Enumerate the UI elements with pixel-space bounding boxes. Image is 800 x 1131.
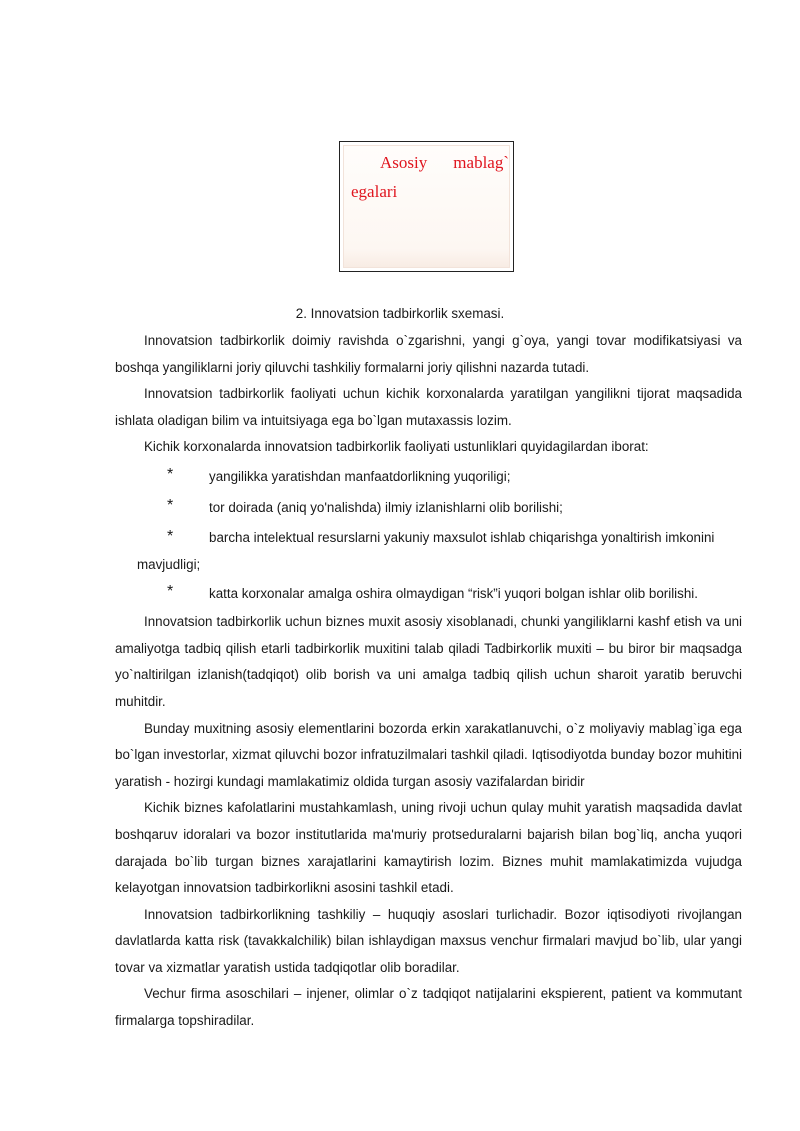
asterisk-icon: * [167,583,174,601]
asterisk-icon: * [167,496,174,514]
paragraph: Innovatsion tadbirkorlik faoliyati uchun kichik korxonalarda yaratilgan yangilikni tijorat maqsadida ishlata oladigan bilim va intuitsiyaga ega bo`lgan mutaxassis lozim. [115,386,742,428]
list-item [115,578,742,609]
list-item [115,523,742,578]
list-item [115,492,742,523]
paragraph: Kichik biznes kafolatlarini mustahkamlash, uning rivoji uchun qulay muhit yaratish maqsadida davlat boshqaruv idoralari va bozor institutlarida ma'muriy protseduralarni bajarish bilan bog`liq, ancha yuqori darajada bo`lib turgan biznes xarajatlarini kamaytirish lozim. Biznes muhit mamlakatimizda vujudga kelayotgan innovatsion tadbirkorlikni asosini tashkil etadi. [115,800,742,896]
asterisk-icon: * [167,465,174,483]
advantages-list [115,461,742,609]
paragraph: Innovatsion tadbirkorlik uchun biznes muxit asosiy xisoblanadi, chunki yangiliklarni kashf etish va uni amaliyotga tadbiq qilish etarli tadbirkorlik muxitini talab qiladi Tadbirkorlik muxiti – bu biror bir maqsadga yo`naltirilgan izlanish(tadqiqot) olib borish va uni amalga tadbiq qilish uchun sharoit yaratib beruvchi muhitdir. [115,614,742,709]
paragraph: Kichik korxonalarda innovatsion tadbirkorlik faoliyati ustunliklari quyidagilardan iborat: [144,439,649,455]
paragraph: Bunday muxitning asosiy elementlarini bozorda erkin xarakatlanuvchi, o`z moliyaviy mablag`iga ega bo`lgan investorlar, xizmat qiluvchi bozor infratuzilmalari tashkil qiladi. Iqtisodiyotda bunday bozor muhitini yaratish - hozirgi kundagi mamlakatimiz oldida turgan asosiy vazifalardan biridir [115,720,742,789]
diagram-label: Asosiy mablag` egalari [351,153,509,201]
figure-caption: 2. Innovatsion tadbirkorlik sxemasi. [295,306,505,321]
list-item-continuation: mavjudligi; [137,556,201,572]
paragraph: Vechur firma asoschilari – injener, olimlar o`z tadqiqot natijalarini ekspierent, patient va kommutant firmalarga topshiradilar. [115,986,742,1029]
paragraph: Innovatsion tadbirkorlikning tashkiliy – huquqiy asoslari turlichadir. Bozor iqtisodiyoti rivojlangan davlatlarda katta risk (tavakkalchilik) bilan ishlaydigan maxsus venchur firmalari mavjud bo`lib, ular yangi tovar va xizmatlar yaratish ustida tadqiqotlar olib boradilar. [115,906,742,975]
diagram-box [339,141,514,272]
list-item-text: barcha intelektual resurslarni yakuniy maxsulot ishlab chiqarishga yonaltirish imkonini [209,529,715,545]
list-item [115,461,742,492]
list-item-text: yangilikka yaratishdan manfaatdorlikning yuqoriligi; [209,468,511,484]
diagram-box-fill [343,145,510,268]
list-item-text: katta korxonalar amalga oshira olmaydigan “risk”i yuqori bolgan ishlar olib borilishi. [209,586,698,602]
body-text [115,328,742,1035]
paragraph: Innovatsion tadbirkorlik doimiy ravishda o`zgarishni, yangi g`oya, yangi tovar modifikatsiyasi va boshqa yangiliklarni joriy qiluvchi tashkiliy formalarni joriy qilishni nazarda tutadi. [115,333,742,375]
list-item-text: tor doirada (aniq yo'nalishda) ilmiy izlanishlarni olib borilishi; [209,499,563,515]
asterisk-icon: * [167,527,174,545]
